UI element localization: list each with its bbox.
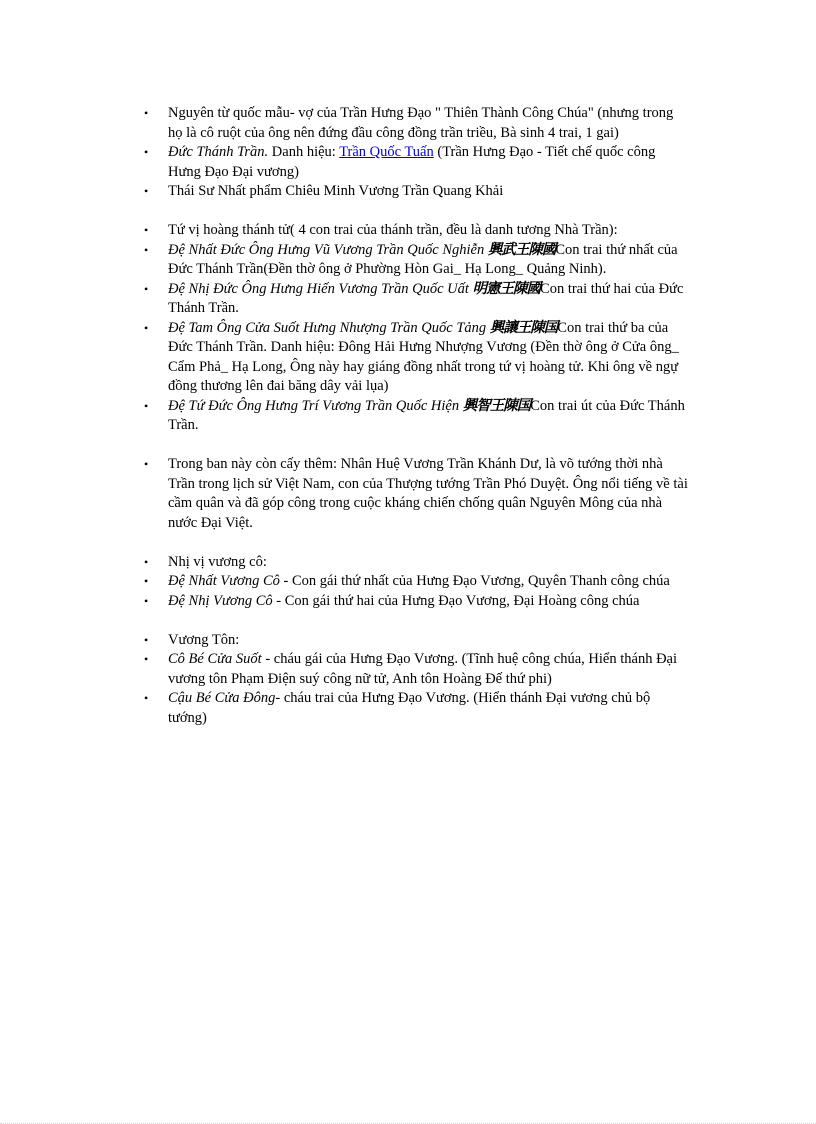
item-text: Nhị vị vương cô: — [168, 553, 267, 570]
item-title: Cô Bé Cửa Suốt — [168, 651, 262, 667]
item-text: Trong ban này còn cấy thêm: Nhân Huệ Vương Trần Khánh Dư, là võ tướng thời nhà Trần trong lịch sử Việt Nam, con của Thượng tướng Trần Phó Duyệt. Ông nổi tiếng về tài cầm quân và đã góp công trong cuộc kháng chiến chống quân Nguyên Mông của nhà nước Đại Việt. — [168, 456, 688, 531]
bullet-icon: • — [144, 632, 149, 647]
bullet-icon: • — [144, 652, 149, 666]
item-text: Con trai thứ nhất của Đức Thánh Trần(Đền thờ ông ở Phường Hòn Gai_ Hạ Long_ Quảng Ninh). — [168, 241, 678, 277]
item-text: Con trai út của Đức Thánh Trần. — [168, 397, 685, 433]
item-title: Cậu Bé Cửa Đông — [168, 690, 276, 706]
document-body — [140, 104, 690, 748]
item-title: Đệ Nhị Đức Ông Hưng Hiến Vương Trần Quốc Uất — [168, 280, 473, 297]
bullet-icon: • — [144, 320, 149, 335]
item-title: Đệ Nhất Vương Cô — [168, 573, 280, 589]
item-text: Con trai thứ ba của Đức Thánh Trần. Danh hiệu: Đông Hải Hưng Nhượng Vương (Đền thờ ông ở Cửa ông_ Cẩm Phả_ Hạ Long, Ông này hay giáng đồng nhất trong tứ vị hoàng tử. Khi ông về ngự đồng thương lên đai băng dây vải lụa) — [168, 319, 679, 394]
item-text: Vương Tôn: — [168, 631, 240, 648]
han-name: 興讓王陳国 — [489, 319, 558, 336]
bullet-icon: • — [144, 145, 149, 159]
list-item — [140, 455, 690, 533]
list-grandchildren — [140, 631, 690, 729]
list-item — [140, 572, 690, 592]
list-princesses — [140, 553, 690, 612]
han-name: 興武王陳國 — [487, 241, 556, 258]
list-item — [140, 143, 690, 182]
item-text: - Con gái thứ hai của Hưng Đạo Vương, Đại Hoàng công chúa — [272, 592, 640, 609]
han-name: 興智王陳国 — [462, 397, 531, 414]
bullet-icon: • — [144, 242, 149, 257]
item-text: (Trần Hưng Đạo - Tiết chế quốc công Hưng Đạo Đại vương) — [168, 144, 656, 180]
han-name: 明憲王陳國 — [472, 280, 541, 297]
item-text: - Con gái thứ nhất của Hưng Đạo Vương, Quyên Thanh công chúa — [279, 573, 670, 589]
bullet-icon: • — [144, 457, 149, 471]
item-title: Đệ Tam Ông Cửa Suốt Hưng Nhượng Trần Quốc Tảng — [168, 319, 490, 336]
list-founders — [140, 104, 690, 202]
list-item — [140, 631, 690, 651]
item-text: - cháu gái của Hưng Đạo Vương. (Tĩnh huệ công chúa, Hiển thánh Đại vương tôn Phạm Điện suý công nữ tử, Anh tôn Hoàng Đế thứ phi) — [168, 651, 678, 687]
list-item — [140, 689, 690, 728]
list-item — [140, 397, 690, 436]
list-item — [140, 650, 690, 689]
item-text: Con trai thứ hai của Đức Thánh Trần. — [168, 280, 684, 316]
item-text: Danh hiệu: — [268, 144, 340, 160]
bullet-icon: • — [144, 574, 149, 588]
list-item — [140, 319, 690, 397]
list-item — [140, 280, 690, 319]
bullet-icon: • — [144, 281, 149, 296]
list-item — [140, 241, 690, 280]
item-text: Nguyên từ quốc mẫu- vợ của Trần Hưng Đạo " Thiên Thành Công Chúa" (nhưng trong họ là cô ruột của ông nên đứng đầu công đồng trần triều, Bà sinh 4 trai, 1 gai) — [168, 105, 674, 141]
list-item — [140, 592, 690, 612]
item-title: Đức Thánh Trần. — [168, 144, 269, 160]
list-extra — [140, 455, 690, 533]
bullet-icon: • — [144, 223, 149, 237]
item-text: - cháu trai của Hưng Đạo Vương. (Hiển thánh Đại vương chủ bộ tướng) — [168, 690, 651, 726]
item-text: Tứ vị hoàng thánh tử( 4 con trai của thánh trần, đều là danh tương Nhà Trần): — [168, 222, 618, 238]
list-item — [140, 182, 690, 202]
list-item — [140, 221, 690, 241]
bullet-icon: • — [144, 184, 149, 198]
list-item — [140, 104, 690, 143]
bullet-icon: • — [144, 554, 149, 569]
list-sons — [140, 221, 690, 436]
bullet-icon: • — [144, 691, 149, 705]
item-title: Đệ Nhị Vương Cô — [168, 592, 273, 609]
list-item — [140, 553, 690, 573]
item-title: Đệ Nhất Đức Ông Hưng Vũ Vương Trần Quốc Nghiễn — [168, 241, 488, 258]
bullet-icon: • — [144, 106, 149, 120]
tran-quoc-tuan-link[interactable]: Trần Quốc Tuấn — [339, 144, 434, 160]
bullet-icon: • — [144, 593, 149, 608]
bullet-icon: • — [144, 398, 149, 413]
item-title: Đệ Tứ Đức Ông Hưng Trí Vương Trần Quốc Hiện — [168, 397, 463, 414]
item-text: Thái Sư Nhất phẩm Chiêu Minh Vương Trần Quang Khải — [168, 183, 504, 199]
